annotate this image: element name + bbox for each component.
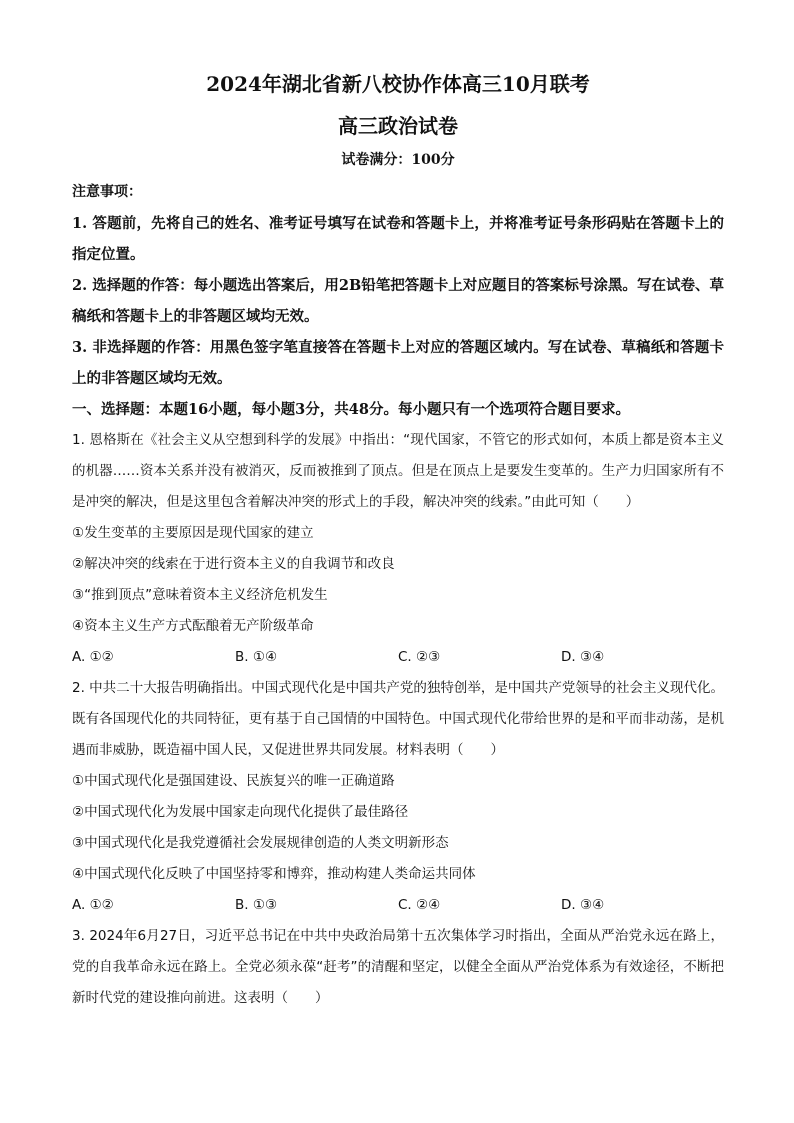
choice-d: D. ③④ xyxy=(561,649,605,665)
statement-option: ④资本主义生产方式酝酿着无产阶级革命 xyxy=(72,618,314,634)
statement-option: ③中国式现代化是我党遵循社会发展规律创造的人类文明新形态 xyxy=(72,835,449,851)
choice-a: A. ①② xyxy=(72,897,114,913)
question-stem: 3. 2024年6月27日，习近平总书记在中共中央政治局第十五次集体学习时指出，全面从严治党永远在路上，党的自我革命永远在路上。全党必须永葆“赶考”的清醒和坚定，以健全全面从严治党体系为有效途径，不断把新时代党的建设推向前进。这表明（ ） xyxy=(72,928,724,1006)
section-heading-choice: 一、选择题：本题16小题，每小题3分，共48分。每小题只有一个选项符合题目要求。 xyxy=(72,401,630,418)
exam-subtitle: 高三政治试卷 xyxy=(338,114,458,138)
exam-title: 2024年湖北省新八校协作体高三10月联考 xyxy=(206,72,590,96)
choice-a: A. ①② xyxy=(72,649,114,665)
statement-option: ①中国式现代化是强国建设、民族复兴的唯一正确道路 xyxy=(72,773,395,789)
question-3 xyxy=(72,921,724,1014)
full-score: 试卷满分：100分 xyxy=(341,152,455,168)
question-stem: 2. 中共二十大报告明确指出。中国式现代化是中国共产党的独特创举，是中国共产党领导的社会主义现代化。既有各国现代化的共同特征，更有基于自己国情的中国特色。中国式现代化带给世界的是和平而非动荡，是机遇而非威胁，既造福中国人民，又促进世界共同发展。材料表明（ ） xyxy=(72,680,724,758)
notice-item-2: 2. 选择题的作答：每小题选出答案后，用2B铅笔把答题卡上对应题目的答案标号涂黑。写在试卷、草稿纸和答题卡上的非答题区域均无效。 xyxy=(72,277,724,325)
notice-item-3: 3. 非选择题的作答：用黑色签字笔直接答在答题卡上对应的答题区域内。写在试卷、草稿纸和答题卡上的非答题区域均无效。 xyxy=(72,339,724,387)
statement-option: ②解决冲突的线索在于进行资本主义的自我调节和改良 xyxy=(72,556,395,572)
choice-d: D. ③④ xyxy=(561,897,605,913)
choice-c: C. ②③ xyxy=(398,649,441,665)
notice-item-1: 1. 答题前，先将自己的姓名、准考证号填写在试卷和答题卡上，并将准考证号条形码贴在答题卡上的指定位置。 xyxy=(72,215,724,263)
question-stem: 1. 恩格斯在《社会主义从空想到科学的发展》中指出：“现代国家，不管它的形式如何，本质上都是资本主义的机器……资本关系并没有被消灭，反而被推到了顶点。但是在顶点上是要发生变革的。生产力归国家所有不是冲突的解决，但是这里包含着解决冲突的形式上的手段，解决冲突的线索。”由此可知（ ） xyxy=(72,432,724,510)
statement-option: ①发生变革的主要原因是现代国家的建立 xyxy=(72,525,314,541)
notice-heading: 注意事项： xyxy=(72,184,142,200)
statement-option: ②中国式现代化为发展中国家走向现代化提供了最佳路径 xyxy=(72,804,409,820)
question-2 xyxy=(72,673,724,921)
question-1 xyxy=(72,425,724,673)
statement-option: ④中国式现代化反映了中国坚持零和博弈，推动构建人类命运共同体 xyxy=(72,866,476,882)
choice-b: B. ①③ xyxy=(235,897,278,913)
statement-option: ③“推到顶点”意味着资本主义经济危机发生 xyxy=(72,587,328,603)
answer-choices xyxy=(72,890,724,921)
answer-choices xyxy=(72,642,724,673)
choice-b: B. ①④ xyxy=(235,649,278,665)
choice-c: C. ②④ xyxy=(398,897,441,913)
